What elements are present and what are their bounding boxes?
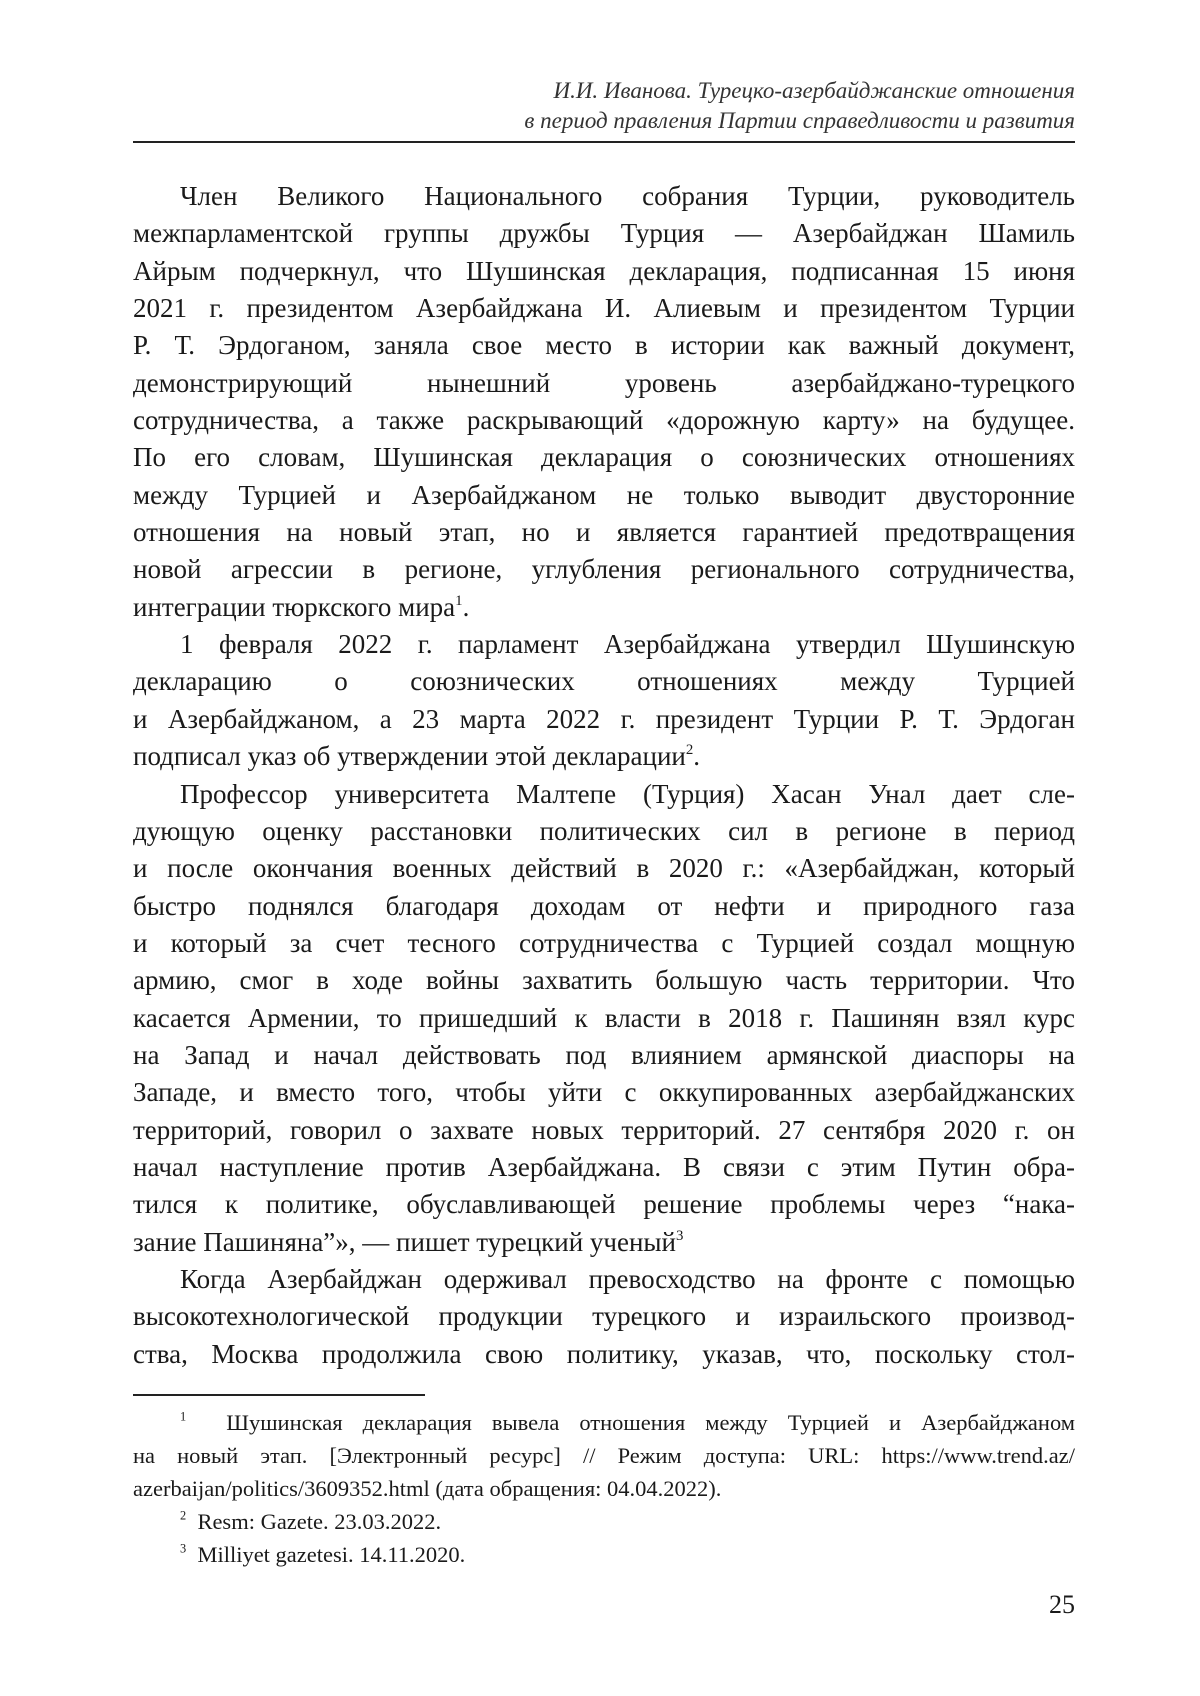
line-text: начал наступление против Азербайджана. В связи с этим Путин обра-: [133, 1151, 1075, 1182]
line-tail: .: [693, 741, 701, 772]
footnote-rule: [133, 1394, 425, 1396]
line-text: армию, смог в ходе войны захватить большую часть территории. Что: [133, 965, 1075, 996]
footnote-ref: 1: [455, 592, 463, 609]
running-header-line-2: в период правления Партии справедливости и развития: [524, 108, 1075, 133]
footnote-text: Шушинская декларация вывела отношения между Турцией и Азербайджаном: [226, 1410, 1076, 1435]
paragraph: [133, 626, 1075, 775]
line-text: новой агрессии в регионе, углубления регионального сотрудничества,: [133, 554, 1075, 585]
line-text: территорий, говорил о захвате новых территорий. 27 сентября 2020 г. он: [133, 1114, 1075, 1145]
line-tail: .: [462, 591, 470, 622]
paragraph: [133, 1261, 1075, 1373]
text-line: [133, 701, 1075, 738]
line-text: на Запад и начал действовать под влиянием армянской диаспоры на: [133, 1039, 1075, 1070]
footnote-text: azerbaijan/politics/3609352.html (дата обращения: 04.04.2022).: [133, 1476, 722, 1501]
text-line: [133, 439, 1075, 476]
text-line: [133, 663, 1075, 700]
text-line: [133, 215, 1075, 252]
footnote-line: [133, 1538, 1075, 1571]
line-text: Профессор университета Малтепе (Турция) Хасан Унал дает сле-: [180, 778, 1075, 809]
line-text: быстро поднялся благодаря доходам от нефти и природного газа: [133, 890, 1075, 921]
line-text: Когда Азербайджан одерживал превосходство на фронте с помощью: [180, 1263, 1075, 1294]
body-text: [133, 178, 1075, 1373]
line-text: Айрым подчеркнул, что Шушинская декларация, подписанная 15 июня: [133, 255, 1075, 286]
text-line: [133, 514, 1075, 551]
line-text: между Турцией и Азербайджаном не только выводит двусторонние: [133, 479, 1075, 510]
line-text: интеграции тюркского мира: [133, 591, 456, 622]
text-line: [133, 962, 1075, 999]
line-text: сотрудничества, а также раскрывающий «дорожную карту» на будущее.: [133, 405, 1075, 436]
footnote-ref: 2: [685, 742, 694, 759]
running-header: [133, 76, 1075, 136]
text-line: [133, 776, 1075, 813]
line-text: Член Великого Национального собрания Турции, руководитель: [180, 181, 1075, 211]
footnote-line: [133, 1472, 1075, 1505]
text-line: [133, 1336, 1075, 1373]
paragraph: [133, 776, 1075, 1261]
line-text: высокотехнологической продукции турецкого и израильского производ-: [133, 1301, 1075, 1332]
line-text: и Азербайджаном, а 23 марта 2022 г. президент Турции Р. Т. Эрдоган: [133, 703, 1075, 734]
paragraph: [133, 178, 1075, 626]
line-text: ства, Москва продолжила свою политику, указав, что, поскольку стол-: [133, 1338, 1075, 1369]
text-line: [133, 738, 1075, 775]
line-text: касается Армении, то пришедший к власти в 2018 г. Пашинян взял курс: [133, 1002, 1075, 1033]
footnote-ref: 3: [676, 1227, 684, 1244]
text-line: [133, 551, 1075, 588]
footnote-text: Resm: Gazete. 23.03.2022.: [197, 1509, 442, 1534]
text-line: [133, 626, 1075, 663]
footnote-number: 1: [180, 1409, 187, 1424]
footnotes: [133, 1406, 1075, 1571]
text-line: [133, 888, 1075, 925]
footnote: [133, 1538, 1075, 1571]
line-text: 1 февраля 2022 г. парламент Азербайджана утвердил Шушинскую: [180, 629, 1075, 660]
text-line: [133, 1224, 1075, 1261]
footnote: [133, 1505, 1075, 1538]
footnote-line: [133, 1439, 1075, 1472]
line-text: 2021 г. президентом Азербайджана И. Алиевым и президентом Турции: [133, 293, 1075, 324]
page-number: 25: [1049, 1590, 1075, 1619]
line-text: зание Пашиняна”», — пишет турецкий ученый: [133, 1226, 677, 1257]
text-line: [133, 290, 1075, 327]
text-line: [133, 925, 1075, 962]
text-line: [133, 1298, 1075, 1335]
text-line: [133, 1149, 1075, 1186]
footnote-number: 3: [180, 1541, 187, 1556]
line-text: и после окончания военных действий в 2020 г.: «Азербайджан, который: [133, 853, 1075, 884]
footnote: [133, 1406, 1075, 1505]
text-line: [133, 402, 1075, 439]
line-text: Р. Т. Эрдоганом, заняла свое место в истории как важный документ,: [133, 330, 1075, 361]
line-text: и который за счет тесного сотрудничества с Турцией создал мощную: [133, 927, 1075, 958]
text-line: [133, 1037, 1075, 1074]
text-line: [133, 1261, 1075, 1298]
text-line: [133, 813, 1075, 850]
text-line: [133, 1074, 1075, 1111]
text-line: [133, 178, 1075, 215]
line-text: тился к политике, обуславливающей решение проблемы через “нака-: [133, 1189, 1075, 1220]
text-line: [133, 1112, 1075, 1149]
text-line: [133, 365, 1075, 402]
text-line: [133, 477, 1075, 514]
line-text: дующую оценку расстановки политических сил в регионе в период: [133, 815, 1075, 846]
line-text: подписал указ об утверждении этой декларации: [133, 741, 686, 772]
footnote-line: [133, 1505, 1075, 1538]
line-text: отношения на новый этап, но и является гарантией предотвращения: [133, 517, 1075, 548]
running-header-line-1: И.И. Иванова. Турецко-азербайджанские отношения: [553, 78, 1075, 103]
text-line: [133, 327, 1075, 364]
text-line: [133, 1000, 1075, 1037]
line-text: демонстрирующий нынешний уровень азербайджано-турецкого: [133, 367, 1075, 398]
footnote-text: Milliyet gazetesi. 14.11.2020.: [197, 1542, 466, 1567]
text-line: [133, 589, 1075, 626]
footnote-number: 2: [180, 1508, 187, 1523]
text-line: [133, 1186, 1075, 1223]
text-line: [133, 253, 1075, 290]
line-text: Западе, и вместо того, чтобы уйти с оккупированных азербайджанских: [133, 1077, 1075, 1108]
text-line: [133, 850, 1075, 887]
footnote-text: на новый этап. [Электронный ресурс] // Режим доступа: URL: https://www.trend.az/: [133, 1443, 1075, 1468]
footnote-line: [133, 1406, 1075, 1439]
line-text: декларацию о союзнических отношениях между Турцией: [133, 666, 1075, 697]
line-text: межпарламентской группы дружбы Турция — Азербайджан Шамиль: [133, 218, 1075, 249]
line-text: По его словам, Шушинская декларация о союзнических отношениях: [133, 442, 1075, 473]
header-rule: [133, 141, 1075, 143]
